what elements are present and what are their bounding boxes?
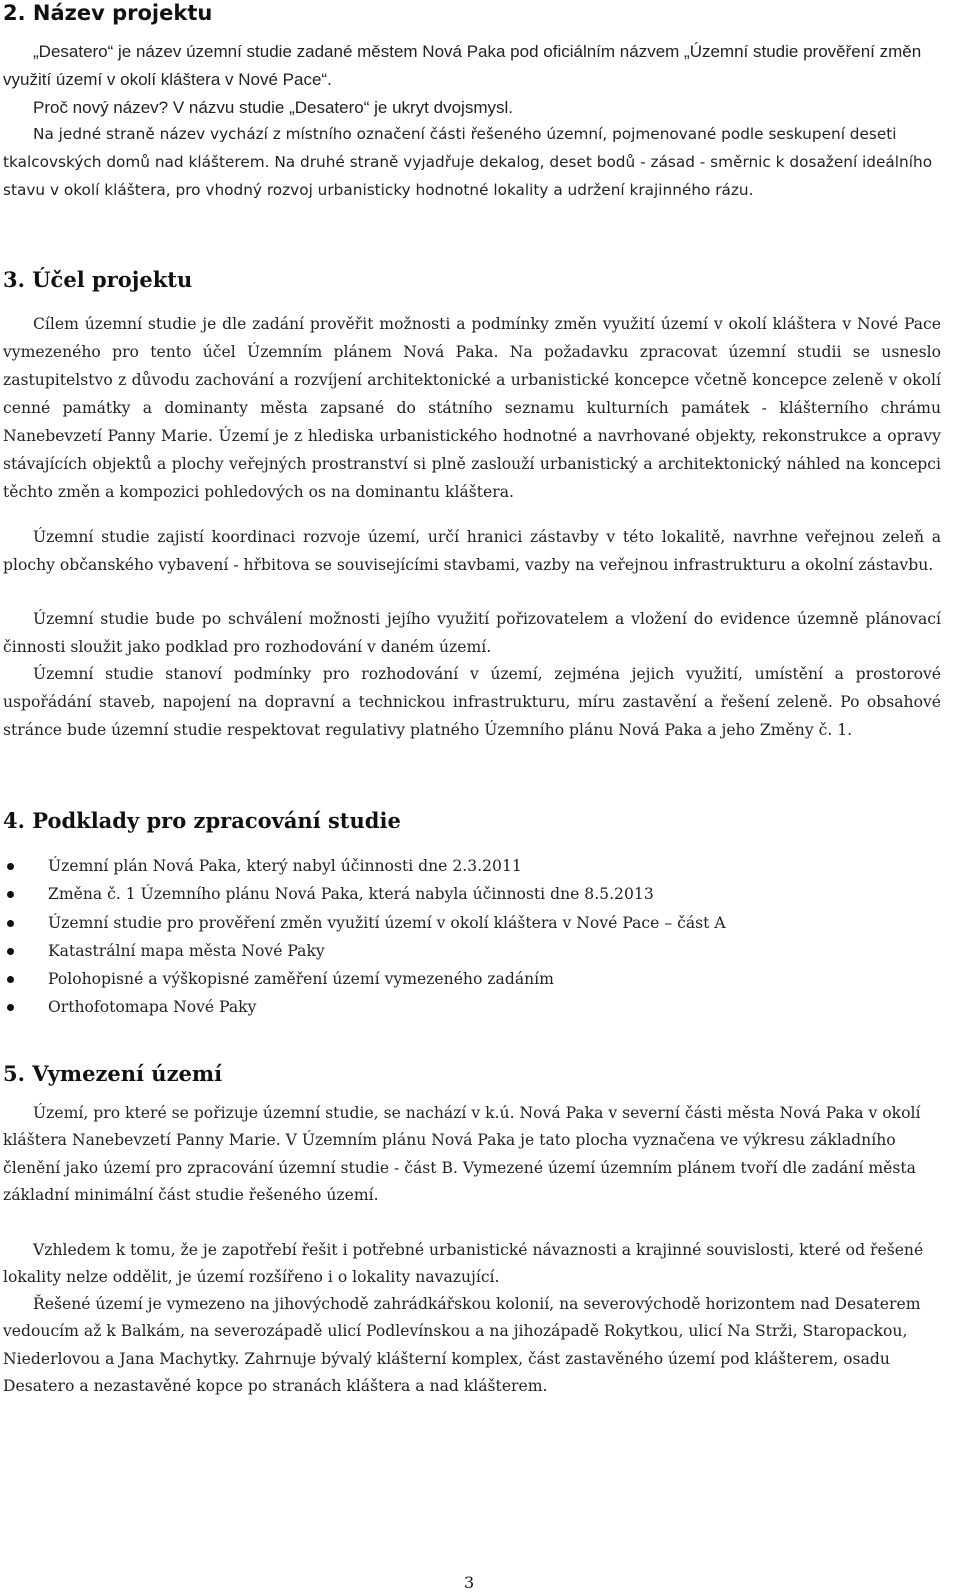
paragraph bbox=[3, 1291, 941, 1400]
paragraph bbox=[3, 38, 941, 94]
paragraph bbox=[3, 1237, 941, 1292]
sources-list bbox=[0, 852, 726, 1022]
list-item bbox=[0, 965, 726, 993]
bullet-icon bbox=[7, 948, 14, 955]
paragraph-text: Proč nový název? V názvu studie „Desatero“ je ukryt dvojsmysl. bbox=[33, 98, 513, 117]
list-item-text: Územní plán Nová Paka, který nabyl účinnosti dne 2.3.2011 bbox=[48, 857, 522, 875]
paragraph-text: Vzhledem k tomu, že je zapotřebí řešit i potřebné urbanistické návaznosti a krajinné souvislosti, které od řešené lokality nelze oddělit, je území rozšířeno i o lokality navazující. bbox=[3, 1241, 924, 1287]
paragraph-text: Územní studie zajistí koordinaci rozvoje území, určí hranici zástavby v této lokalitě, navrhne veřejnou zeleň a plochy občanského vybavení - hřbitova se souvisejícími stavbami, vazby na veřejnou infrastrukturu a okolní zástavbu. bbox=[3, 528, 941, 574]
list-item-text: Orthofotomapa Nové Paky bbox=[48, 998, 257, 1017]
paragraph bbox=[3, 310, 941, 506]
paragraph-text: Cílem územní studie je dle zadání prověřit možnosti a podmínky změn využití území v okolí kláštera v Nové Pace vymezeného pro tento účel Územním plánem Nová Paka. Na požadavku zpracovat územní studii se usneslo zastupitelstvo z důvodu zachování a rozvíjení architektonické a urbanistické koncepce včetně koncepce zeleně v okolí cenné památky a dominanty města zapsané do státního seznamu kulturních památek - klášterního chrámu Nanebevzetí Panny Marie. Území je z hlediska urbanistického hodnotné a navrhované objekty, rekonstrukce a opravy stávajících objektů a plochy veřejných prostranství si plně zaslouží urbanistický a architektonický náhled na koncepci těchto změn a kompozici pohledových os na dominantu kláštera. bbox=[3, 315, 941, 501]
paragraph bbox=[3, 94, 941, 122]
section-heading-5: 5. Vymezení území bbox=[3, 1061, 223, 1086]
list-item-text: Katastrální mapa města Nové Paky bbox=[48, 941, 325, 960]
paragraph-text: Územní studie bude po schválení možnosti jejího využití pořizovatelem a vložení do evidence územně plánovací činnosti sloužit jako podklad pro rozhodování v daném území. bbox=[3, 610, 941, 656]
paragraph bbox=[3, 523, 941, 579]
page-number: 3 bbox=[464, 1573, 475, 1592]
list-item bbox=[0, 937, 726, 965]
bullet-icon bbox=[7, 863, 14, 870]
section-heading-3: 3. Účel projektu bbox=[3, 267, 193, 292]
paragraph-text: Na jedné straně název vychází z místního označení části řešeného územní, pojmenované podle seskupení deseti tkalcovských domů nad klášterem. bbox=[3, 125, 897, 171]
list-item-text: Polohopisné a výškopisné zaměření území vymezeného zadáním bbox=[48, 970, 554, 989]
list-item bbox=[0, 852, 726, 880]
bullet-icon bbox=[7, 891, 14, 898]
list-item-text: Územní studie pro prověření změn využití území v okolí kláštera v Nové Pace – část A bbox=[48, 913, 726, 932]
bullet-icon bbox=[7, 1004, 14, 1011]
list-item bbox=[0, 880, 726, 908]
bullet-icon bbox=[7, 976, 14, 983]
section-heading-4: 4. Podklady pro zpracování studie bbox=[3, 808, 401, 833]
bullet-icon bbox=[7, 920, 14, 927]
paragraph bbox=[3, 120, 941, 204]
paragraph-text: Území, pro které se pořizuje územní studie, se nachází v k.ú. Nová Paka v severní části města Nová Paka v okolí kláštera Nanebevzetí Panny Marie. V Územním plánu Nová Paka je tato plocha vyznačena ve výkresu základního členění jako území pro zpracování územní studie - část B. Vymezené území územním plánem tvoří dle zadání města základní minimální část studie řešeného území. bbox=[3, 1104, 921, 1204]
paragraph bbox=[3, 605, 941, 661]
paragraph bbox=[3, 660, 941, 744]
list-item bbox=[0, 993, 726, 1021]
paragraph-text: „Desatero“ je název územní studie zadané městem Nová Paka pod oficiálním názvem „Územní studie prověření změn využití území v okolí kláštera v Nové Pace“. bbox=[3, 42, 922, 89]
section-heading-2: 2. Název projektu bbox=[3, 1, 213, 25]
paragraph bbox=[3, 1100, 941, 1209]
list-item-text: Změna č. 1 Územního plánu Nová Paka, která nabyla účinnosti dne 8.5.2013 bbox=[48, 885, 654, 904]
paragraph-text: Řešené území je vymezeno na jihovýchodě zahrádkářskou kolonií, na severovýchodě horizontem nad Desaterem vedoucím až k Balkám, na severozápadě ulicí Podlevínskou a na jihozápadě Rokytkou, ulicí Na Strži, Staropackou, Niederlovou a Jana Machytky. Zahrnuje bývalý klášterní komplex, část zastavěného území pod klášterem, osadu Desatero a nezastavěné kopce po stranách kláštera a nad klášterem. bbox=[3, 1295, 921, 1395]
paragraph-text: Na druhé straně vyjadřuje dekalog, deset bodů - zásad - směrnic k dosažení ideálního stavu v okolí kláštera, pro vhodný rozvoj urbanisticky hodnotné lokality a udržení krajinného rázu. bbox=[3, 153, 933, 199]
paragraph-text: Územní studie stanoví podmínky pro rozhodování v území, zejména jejich využití, umístění a prostorové uspořádání staveb, napojení na dopravní a technickou infrastrukturu, míru zastavění a řešení zeleně. Po obsahové stránce bude územní studie respektovat regulativy platného Územního plánu Nová Paka a jeho Změny č. 1. bbox=[3, 665, 941, 739]
list-item bbox=[0, 909, 726, 937]
